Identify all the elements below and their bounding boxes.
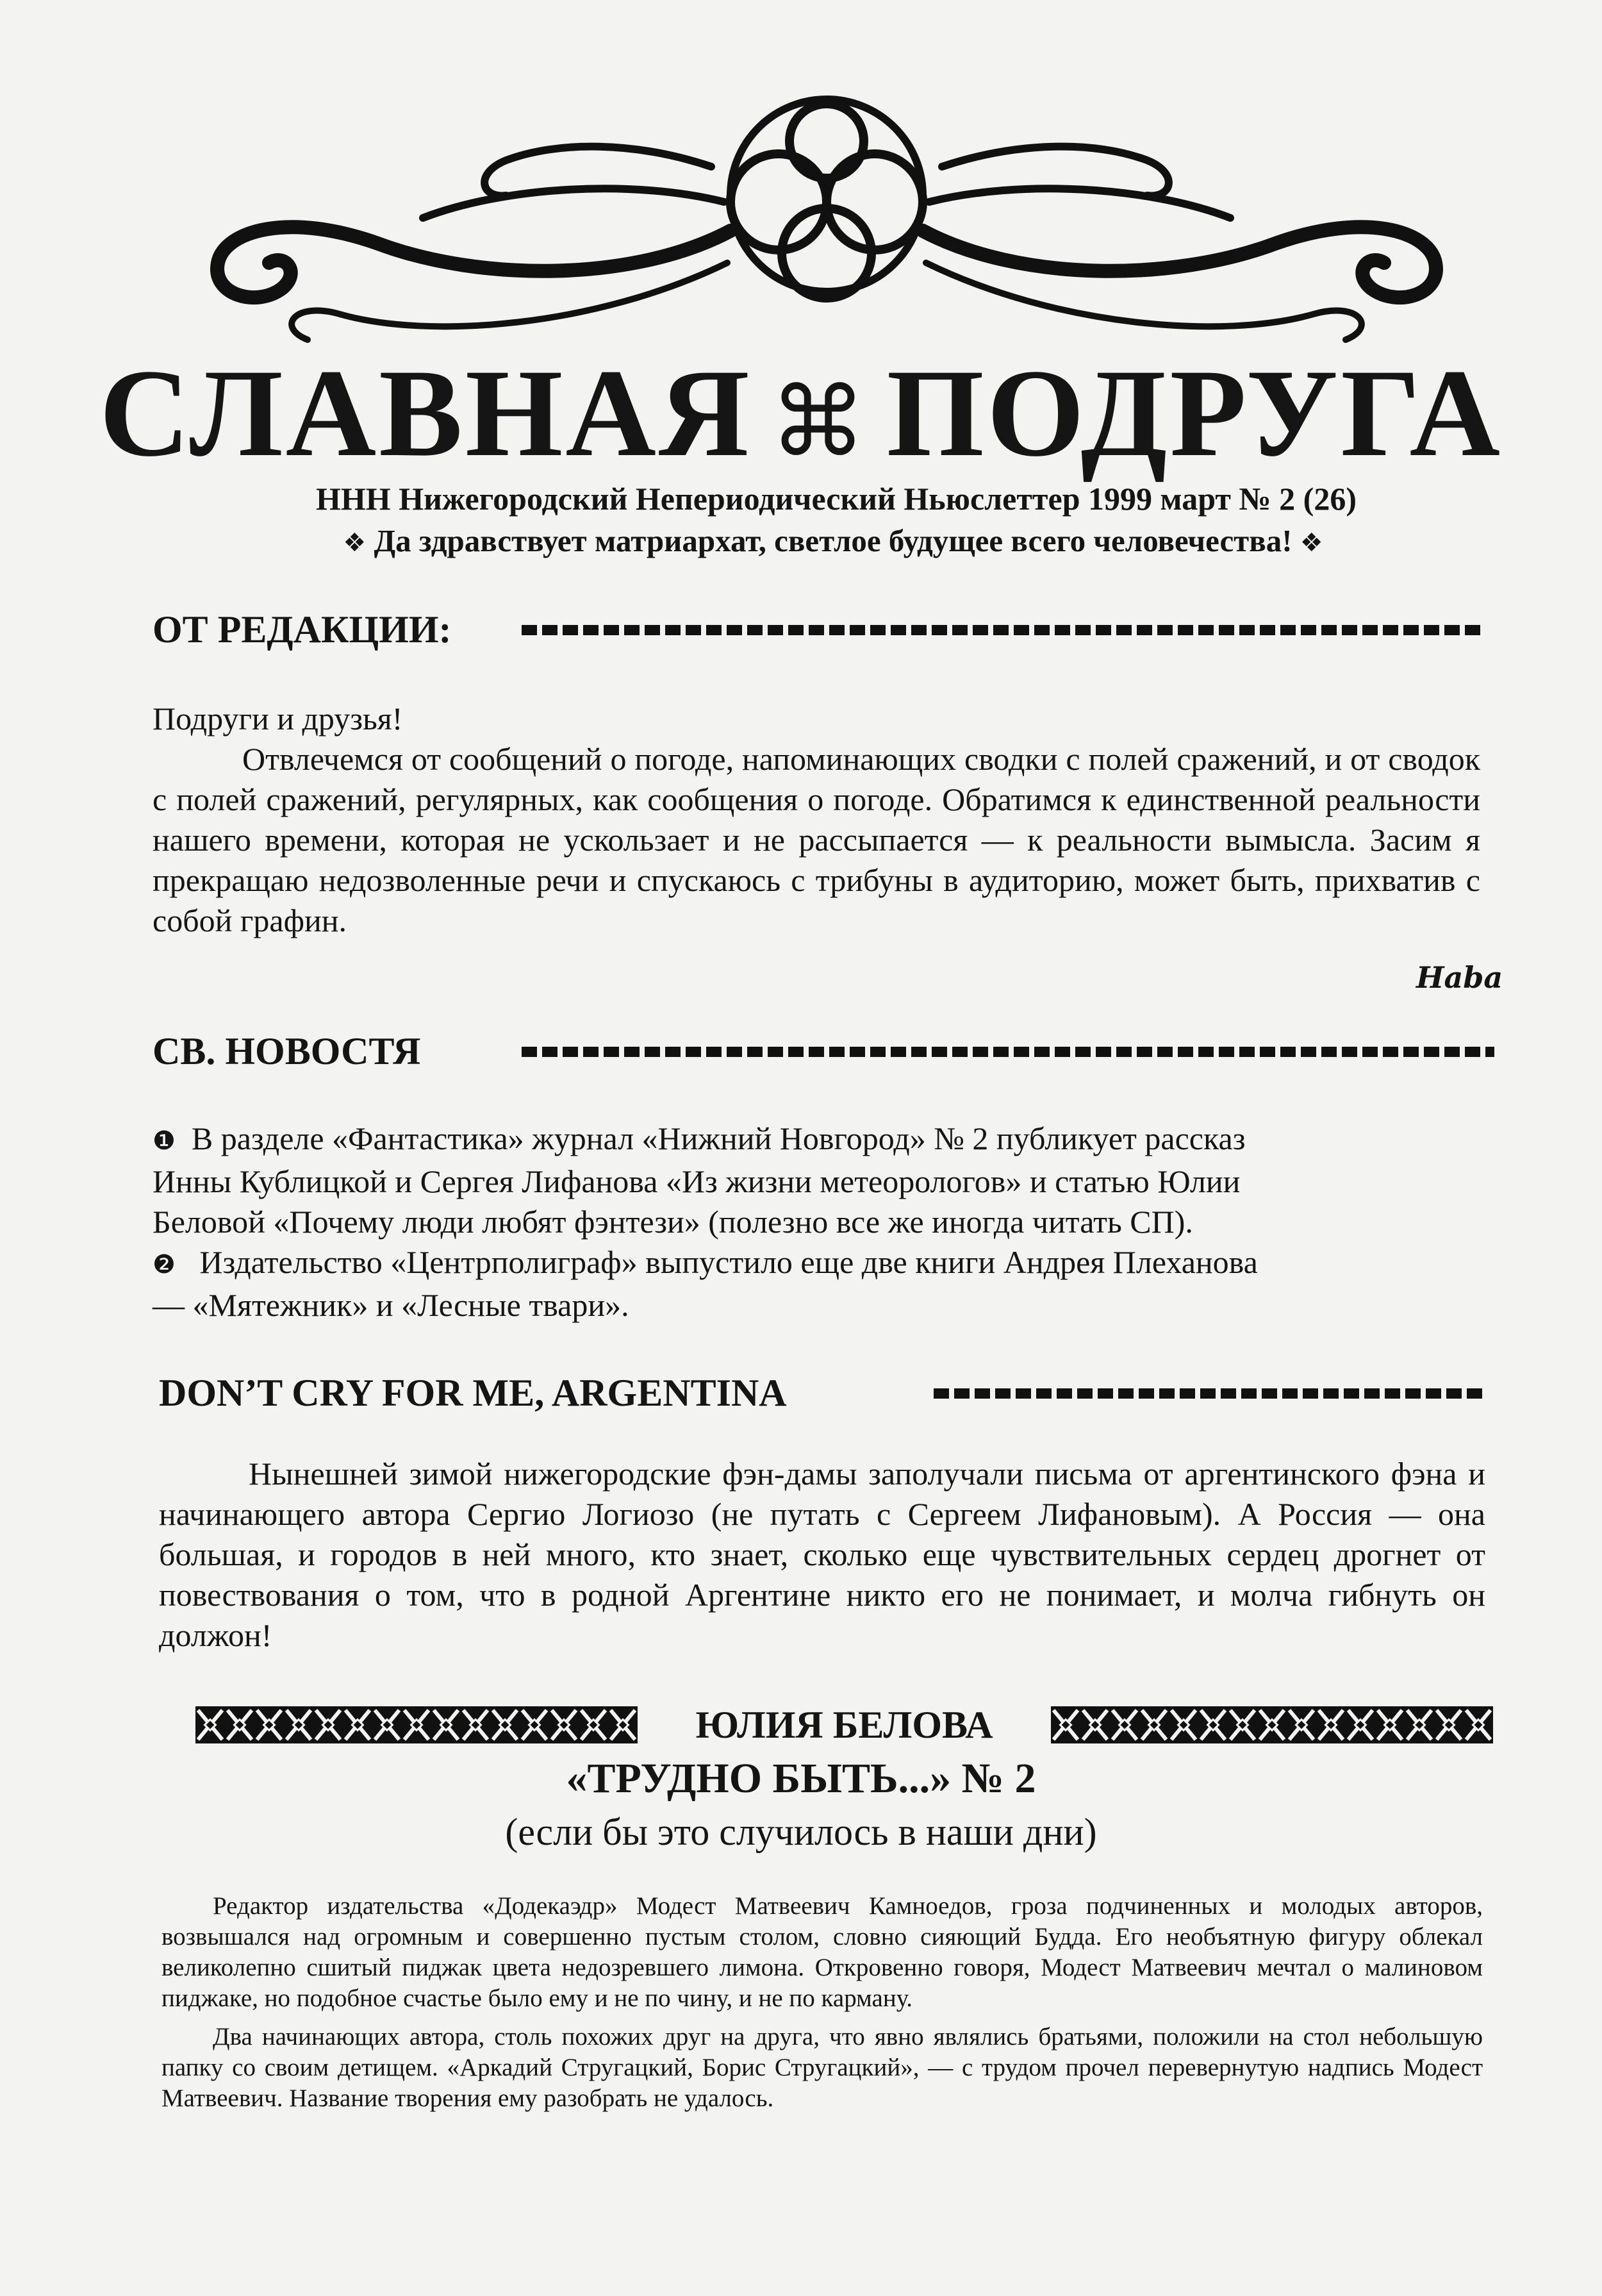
news-heading: СВ. НОВОСТЯ <box>153 1030 421 1072</box>
editorial-text: Отвлечемся от сообщений о погоде, напоминающих сводки с полей сражений, и от сводок с полей сражений, регулярных, как сообщения о погоде. Обратимся к единственной реальности нашего времени, которая не ускользает и не рассыпается — к реальности вымысла. Засим я прекращаю недозволенные речи и спускаюсь с трибуны в аудиторию, может быть, прихватив с собой графин. <box>153 741 1480 938</box>
title-left: СЛАВНАЯ <box>99 344 752 483</box>
story-paragraph-2: Два начинающих автора, столь похожих друг на друга, что явно являлись братьями, положили на стол небольшую папку со своим детищем. «Аркадий Стругацкий, Борис Стругацкий», — с трудом прочел перевернутую надпись Модест Матвеевич. Название творения ему разобрать не удалось. <box>161 2023 1483 2112</box>
motto-text: Да здравствует матриархат, светлое будущее всего человечества! <box>374 523 1292 558</box>
news-item-1-line-2: Инны Кублицкой и Сергея Лифанова «Из жизни метеорологов» и статью Юлии <box>153 1163 1241 1199</box>
news-divider <box>520 1045 1494 1058</box>
story-subtitle: (если бы это случилось в наши дни) <box>505 1811 1097 1853</box>
story-body <box>161 1891 1483 2114</box>
motto <box>244 522 1423 562</box>
number-one-icon: ❶ <box>153 1126 176 1156</box>
title-right: ПОДРУГА <box>886 344 1503 483</box>
argentina-divider <box>932 1387 1483 1400</box>
story-paragraph-1: Редактор издательства «Додекаэдр» Модест Матвеевич Камноедов, гроза подчиненных и молодых авторов, возвышался над огромным и совершенно пустым столом, словно сияющий Будда. Его необъятную фигуру облекал великолепно сшитый пиджак цвета недозревшего лимона. Откровенно говоря, Модест Матвеевич мечтал о малиновом пиджаке, но подобное счастье было ему и не по чину, и не по карману. <box>161 1892 1483 2012</box>
news-item-2-line-2: — «Мятежник» и «Лесные твари». <box>153 1287 629 1323</box>
story-author: ЮЛИЯ БЕЛОВА <box>695 1704 993 1746</box>
ornament-flourish-icon <box>147 71 1506 353</box>
story-title: «ТРУДНО БЫТЬ...» № 2 <box>566 1755 1036 1802</box>
editorial-divider <box>520 624 1485 636</box>
motto-left-icon: ❖ <box>343 528 367 558</box>
argentina-text: Нынешней зимой нижегородские фэн-дамы заполучали письма от аргентинского фэна и начинающего автора Сергио Логиозо (не путать с Сергеем Лифановым). А Россия — она большая, и городов в ней много, кто знает, сколько еще чувствительных сердец дрогнет от повествования о том, что в родной Аргентине никто его не понимает, и молча гибнуть он должон! <box>159 1456 1485 1653</box>
news-item-1-line-3: Беловой «Почему люди любят фэнтези» (полезно все же иногда читать СП). <box>153 1204 1193 1240</box>
editorial-body <box>153 739 1480 941</box>
editorial-greeting: Подруги и друзья! <box>153 701 403 736</box>
news-item-2-line-1: ❷ Издательство «Центрполиграф» выпустило еще две книги Андрея Плеханова <box>153 1244 1258 1280</box>
motto-right-icon: ❖ <box>1300 528 1323 558</box>
newsletter-title <box>0 344 1602 487</box>
editorial-signature: Haba <box>1416 960 1503 995</box>
editorial-heading: ОТ РЕДАКЦИИ: <box>153 608 452 651</box>
news-list <box>153 1119 1498 1326</box>
title-separator-icon: ⌘ <box>770 367 869 478</box>
story-right-ornament-icon <box>1051 1706 1493 1743</box>
issue-line: ННН Нижегородский Непериодический Ньюслеттер 1999 март № 2 (26) <box>316 481 1357 517</box>
news-item-1-line-1: ❶ В разделе «Фантастика» журнал «Нижний Новгород» № 2 публикует рассказ <box>153 1120 1246 1156</box>
number-two-icon: ❷ <box>153 1250 176 1279</box>
story-left-ornament-icon <box>195 1706 638 1743</box>
argentina-body <box>159 1454 1485 1656</box>
argentina-heading: DON’T CRY FOR ME, ARGENTINA <box>159 1372 787 1414</box>
